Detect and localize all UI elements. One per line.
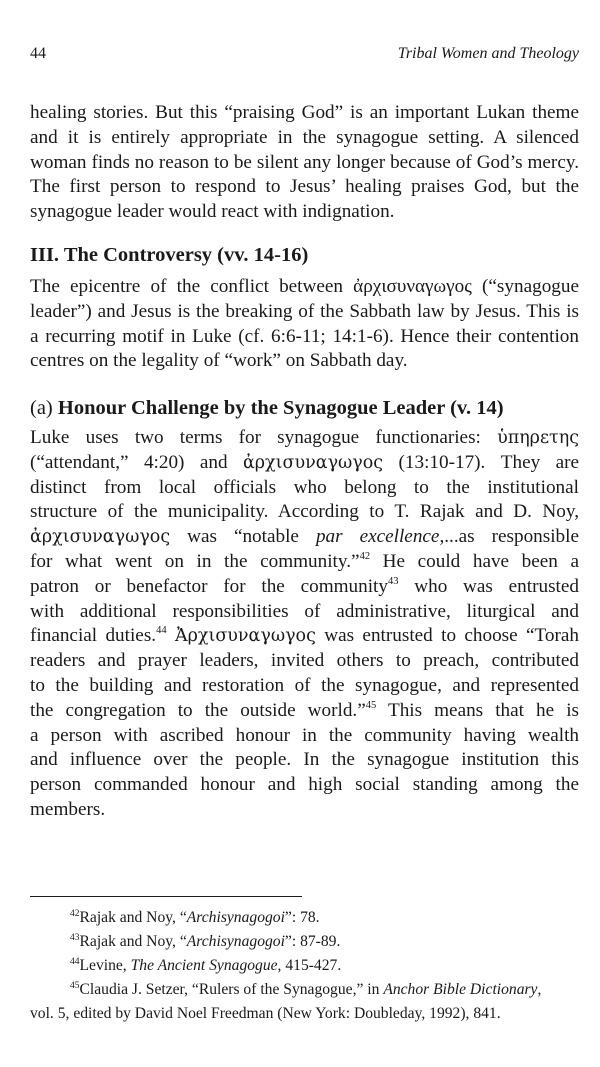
text-run: was entrusted to choose “Torah (324, 625, 579, 647)
greek-term: ἀρχισυναγωγος (242, 452, 384, 473)
text-line (30, 624, 579, 649)
text-line: a person with ascribed honour in the community having wealth (30, 724, 579, 746)
text-line: members. (30, 798, 106, 820)
text-run: was “notable (187, 526, 299, 548)
footnote-ref-44[interactable]: 44 (156, 625, 167, 637)
footnote-title: The Ancient Synagogue (130, 957, 278, 974)
subsection-title: Honour Challenge by the Synagogue Leader (v. 14) (57, 397, 504, 419)
text-line: and influence over the people. In the synagogue institution this (30, 749, 579, 771)
footnote-44 (30, 954, 579, 978)
greek-term: ὑπηρετης (497, 428, 580, 448)
italic-phrase: par excellence (315, 526, 440, 548)
footnote-title: Archisynagogoi (186, 933, 285, 950)
text-line: with additional responsibilities of administrative, liturgical and (30, 600, 579, 622)
text-run: the congregation to the outside world.” (30, 699, 366, 721)
text-line (30, 426, 579, 451)
footnote-ref-42[interactable]: 42 (359, 550, 371, 562)
text-run: who was entrusted (414, 575, 579, 597)
footnote-number: 42 (70, 909, 80, 919)
text-run: This means that he is (387, 699, 579, 721)
subsection-heading-honour-challenge (30, 395, 579, 421)
footnote-text: Rajak and Noy, “ (79, 909, 187, 926)
footnote-number: 45 (70, 981, 80, 991)
footnote-number: 44 (70, 957, 80, 967)
text-line (30, 699, 579, 724)
footnote-43 (30, 930, 579, 954)
footnote-ref-45[interactable]: 45 (365, 699, 377, 711)
footnote-45-continuation: vol. 5, edited by David Noel Freedman (New York: Doubleday, 1992), 841. (30, 1005, 501, 1022)
text-line: distinct from local officials who belong to the institutional (30, 476, 579, 498)
text-run: Luke uses two terms for synagogue functionaries: (30, 427, 481, 448)
footnote-text: Levine, (79, 957, 131, 974)
footnotes (30, 906, 579, 1026)
footnote-number: 43 (70, 933, 80, 943)
text-line (30, 575, 579, 600)
footnote-text: ”: 87-89. (284, 933, 341, 950)
footnote-text: , (537, 981, 542, 998)
paragraph-epicentre-text: The epicentre of the conflict between ἀρχισυναγωγος (“synagogue leader”) and Jesus is the breaking of the Sabbath law by Jesus. This is a recurring motif in Luke (cf. 6:6-11; 14:1-6). Hence their contention centres on the legality of “work” on Sabbath day. (30, 276, 579, 372)
subsection-label: (a) (30, 397, 53, 419)
footnote-rule (30, 896, 302, 897)
text-line: structure of the municipality. According to T. Rajak and D. Noy, (30, 501, 579, 523)
text-line (30, 550, 579, 575)
footnote-title: Anchor Bible Dictionary (383, 981, 538, 998)
footnote-title: Archisynagogoi (186, 909, 285, 926)
text-run: (13:10-17). They are (398, 451, 580, 473)
text-line (30, 451, 579, 476)
book-title: Tribal Women and Theology (397, 45, 579, 62)
page-number: 44 (30, 45, 46, 62)
text-line: to the building and restoration of the synagogue, and represented (30, 674, 579, 696)
greek-term: ἀρχισυναγωγος (30, 527, 171, 548)
text-run: patron or benefactor for the community (30, 575, 388, 597)
footnote-text: Rajak and Noy, “ (79, 933, 187, 950)
section-heading-controversy: III. The Controversy (vv. 14-16) (30, 244, 309, 266)
paragraph-epicentre (30, 275, 579, 374)
text-run: for what went on in the community.” (30, 550, 360, 572)
paragraph-healing-stories: healing stories. But this “praising God” is an important Lukan theme and it is entirely appropriate in the synagogue setting. A silenced woman finds no reason to be silent any longer because of God’s mercy. The first person to respond to Jesus’ healing praises God, but the synagogue leader would react with indignation. (30, 102, 579, 223)
book-page (30, 0, 579, 1067)
footnote-text: , 415-427. (277, 957, 342, 974)
text-line: readers and prayer leaders, invited others to preach, contributed (30, 650, 579, 672)
text-line (30, 525, 579, 550)
footnote-ref-43[interactable]: 43 (387, 575, 399, 587)
paragraph-functionaries (30, 426, 579, 823)
footnote-text: Claudia J. Setzer, “Rulers of the Synagogue,” in (79, 981, 384, 998)
footnote-45 (30, 978, 579, 1002)
text-run: He could have been a (382, 550, 579, 572)
footnote-42 (30, 906, 579, 930)
text-run: ,...as responsible (439, 526, 579, 548)
greek-term: Ἀρχισυναγωγος (174, 626, 316, 647)
text-run: (“attendant,” 4:20) and (30, 451, 228, 473)
text-line: person commanded honour and high social standing among the (30, 774, 579, 796)
footnote-text: ”: 78. (284, 909, 320, 926)
text-run: financial duties. (30, 625, 157, 647)
